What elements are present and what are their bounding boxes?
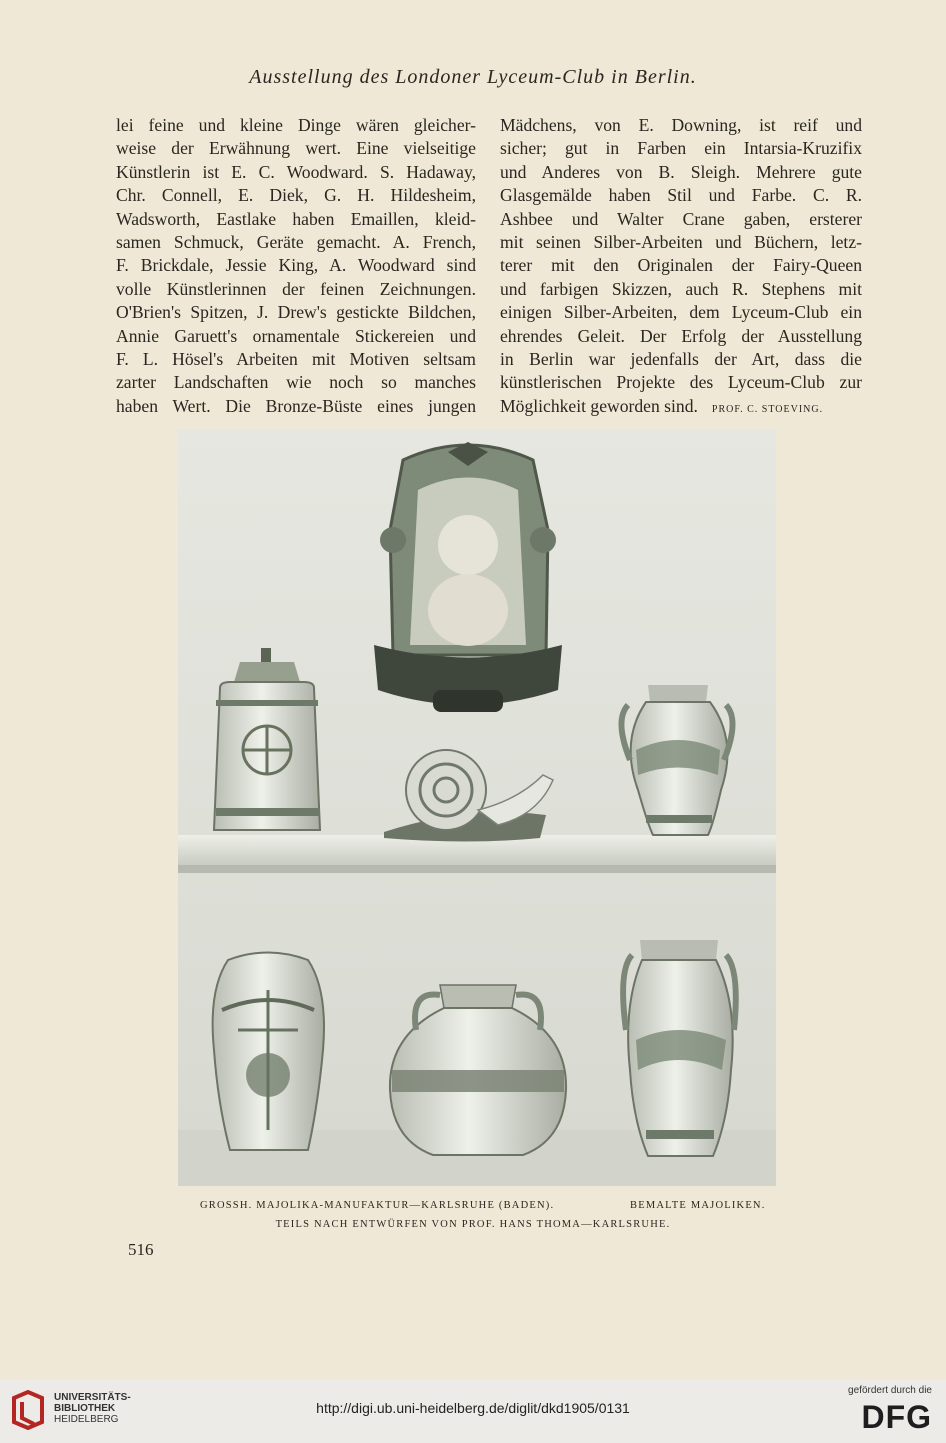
text-line-final — [500, 395, 862, 418]
text-line: F. L. Hösel's Arbeiten mit Motiven seltsam — [116, 348, 476, 369]
text-line: sicher; gut in Farben ein Intarsia-Kruzifix — [500, 138, 862, 159]
dfg-logo: DFG — [861, 1399, 932, 1435]
text-line: und farbigen Skizzen, auch R. Stephens mit — [500, 278, 862, 299]
plate-caption-maker: GROSSH. MAJOLIKA-MANUFAKTUR—KARLSRUHE (BADEN). — [200, 1200, 555, 1211]
text-line: Annie Garuett's ornamentale Stickereien und — [116, 325, 476, 346]
text-line: weise der Erwähnung wert. Eine vielseitige — [116, 138, 476, 159]
text-column-left — [116, 114, 476, 418]
funding-label: gefördert durch die — [848, 1385, 932, 1396]
photo-plate-majolica — [178, 430, 776, 1186]
text-line: terer mit den Originalen der Fairy-Queen — [500, 255, 862, 276]
plate-illustration — [178, 430, 776, 1186]
text-line: einigen Silber-Arbeiten, dem Lyceum-Club ein — [500, 302, 862, 323]
digitization-footer — [0, 1380, 946, 1443]
permalink-url[interactable]: http://digi.ub.uni-heidelberg.de/diglit/dkd1905/0131 — [316, 1400, 630, 1416]
child-relief-plaque — [374, 442, 562, 712]
text-line: samen Schmuck, Geräte gemacht. A. French, — [116, 231, 476, 252]
text-line: F. Brickdale, Jessie King, A. Woodward sind — [116, 255, 476, 276]
text-line: haben Wert. Die Bronze-Büste eines jungen — [116, 395, 476, 416]
text-line: in Berlin war jedenfalls der Art, dass die — [500, 348, 862, 369]
thistle-vase — [213, 953, 324, 1151]
page-number: 516 — [128, 1240, 154, 1259]
shelf-shadow — [178, 865, 776, 873]
text-line-final-words: Möglichkeit geworden sind. — [500, 395, 698, 416]
text-line: lei feine und kleine Dinge wären gleicher- — [116, 115, 476, 135]
text-line: künstlerischen Projekte des Lyceum-Club zur — [500, 372, 862, 393]
text-line: mit seinen Silber-Arbeiten und Büchern, letz- — [500, 231, 862, 252]
text-line: ehrendes Geleit. Der Erfolg der Ausstellung — [500, 325, 862, 346]
text-line: O'Brien's Spitzen, J. Drew's gestickte Bildchen, — [116, 302, 476, 323]
author-signature: PROF. C. STOEVING. — [711, 403, 824, 415]
text-line: Wadsworth, Eastlake haben Emaillen, kleid- — [116, 208, 476, 229]
plate-caption-title: BEMALTE MAJOLIKEN. — [630, 1200, 766, 1211]
library-name-line: BIBLIOTHEK — [54, 1403, 116, 1414]
text-column-right — [500, 114, 862, 418]
text-line: Glasgemälde haben Stil und Farbe. C. R. — [500, 185, 862, 206]
library-name-line: HEIDELBERG — [54, 1414, 119, 1425]
round-banded-vase — [390, 985, 566, 1155]
amphora-vase-lower — [623, 940, 736, 1156]
plate-caption-designer: TEILS NACH ENTWÜRFEN VON PROF. HANS THOMA—KARLSRUHE. — [275, 1219, 671, 1230]
text-line: Ashbee und Walter Crane gaben, ersterer — [500, 208, 862, 229]
text-line: und Anderes von B. Sleigh. Mehrere gute — [500, 161, 862, 182]
text-line: Künstlerin ist E. C. Woodward. S. Hadaway, — [116, 161, 476, 182]
running-head: Ausstellung des Londoner Lyceum-Club in Berlin. — [249, 66, 697, 88]
text-line: volle Künstlerinnen der feinen Zeichnungen. — [116, 278, 476, 299]
library-name-line: UNIVERSITÄTS- — [54, 1392, 131, 1403]
text-line: Chr. Connell, E. Diek, G. H. Hildesheim, — [116, 185, 476, 206]
text-line: zarter Landschaften wie noch so manches — [116, 372, 476, 393]
text-line: Mädchens, von E. Downing, ist reif und — [500, 115, 862, 135]
